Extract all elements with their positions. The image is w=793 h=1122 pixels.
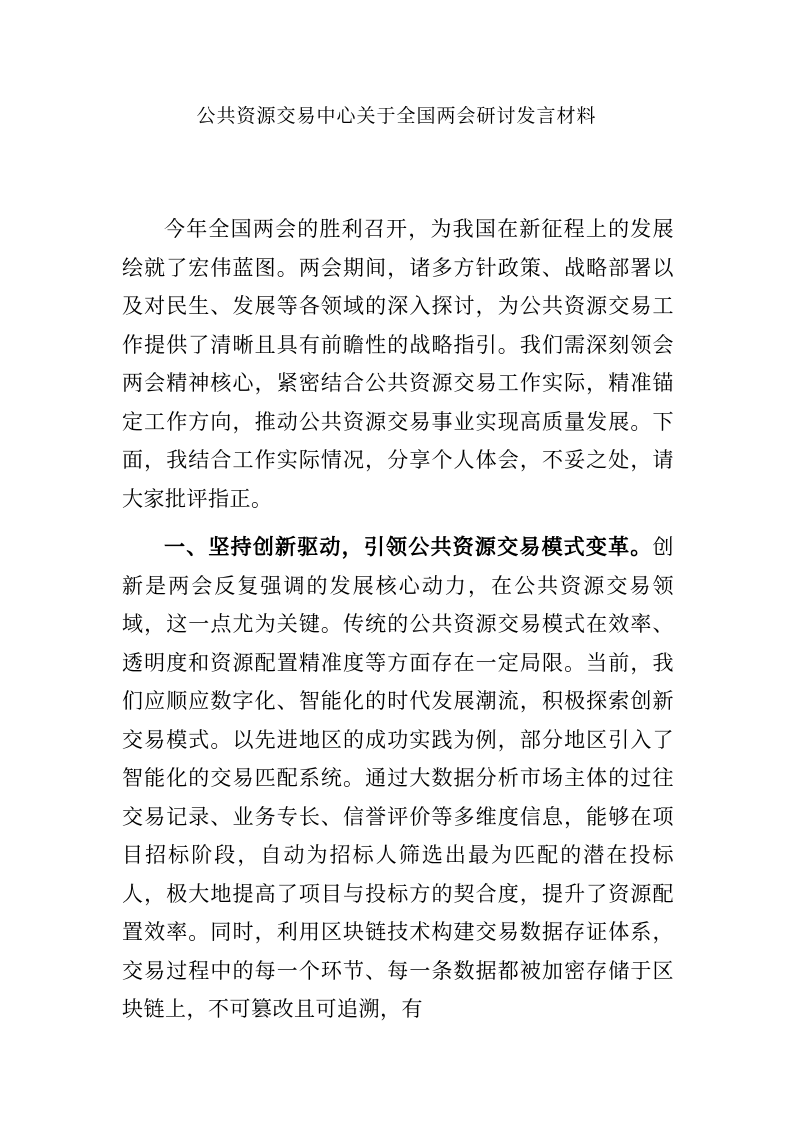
- document-title: 公共资源交易中心关于全国两会研讨发言材料: [196, 105, 597, 127]
- paragraph-intro-text: 今年全国两会的胜利召开，为我国在新征程上的发展绘就了宏伟蓝图。两会期间，诸多方针政策、战略部署以及对民生、发展等各领域的深入探讨，为公共资源交易工作提供了清晰且具有前瞻性的战略指引。我们需深刻领会两会精神核心，紧密结合公共资源交易工作实际，精准锚定工作方向，推动公共资源交易事业实现高质量发展。下面，我结合工作实际情况，分享个人体会，不妥之处，请大家批评指正。: [122, 217, 674, 511]
- section-1-text: 创新是两会反复强调的发展核心动力，在公共资源交易领域，这一点尤为关键。传统的公共资源交易模式在效率、透明度和资源配置精准度等方面存在一定局限。当前，我们应顺应数字化、智能化的时代发展潮流，积极探索创新交易模式。以先进地区的成功实践为例，部分地区引入了智能化的交易匹配系统。通过大数据分析市场主体的过往交易记录、业务专长、信誉评价等多维度信息，能够在项目招标阶段，自动为招标人筛选出最为匹配的潜在投标人，极大地提高了项目与投标方的契合度，提升了资源配置效率。同时，利用区块链技术构建交易数据存证体系，交易过程中的每一个环节、每一条数据都被加密存储于区块链上，不可篡改且可追溯，有: [122, 535, 674, 1021]
- paragraph-intro: [122, 210, 674, 518]
- section-1-heading: 一、坚持创新驱动，引领公共资源交易模式变革。: [164, 534, 653, 559]
- paragraph-section-1: [122, 528, 674, 1029]
